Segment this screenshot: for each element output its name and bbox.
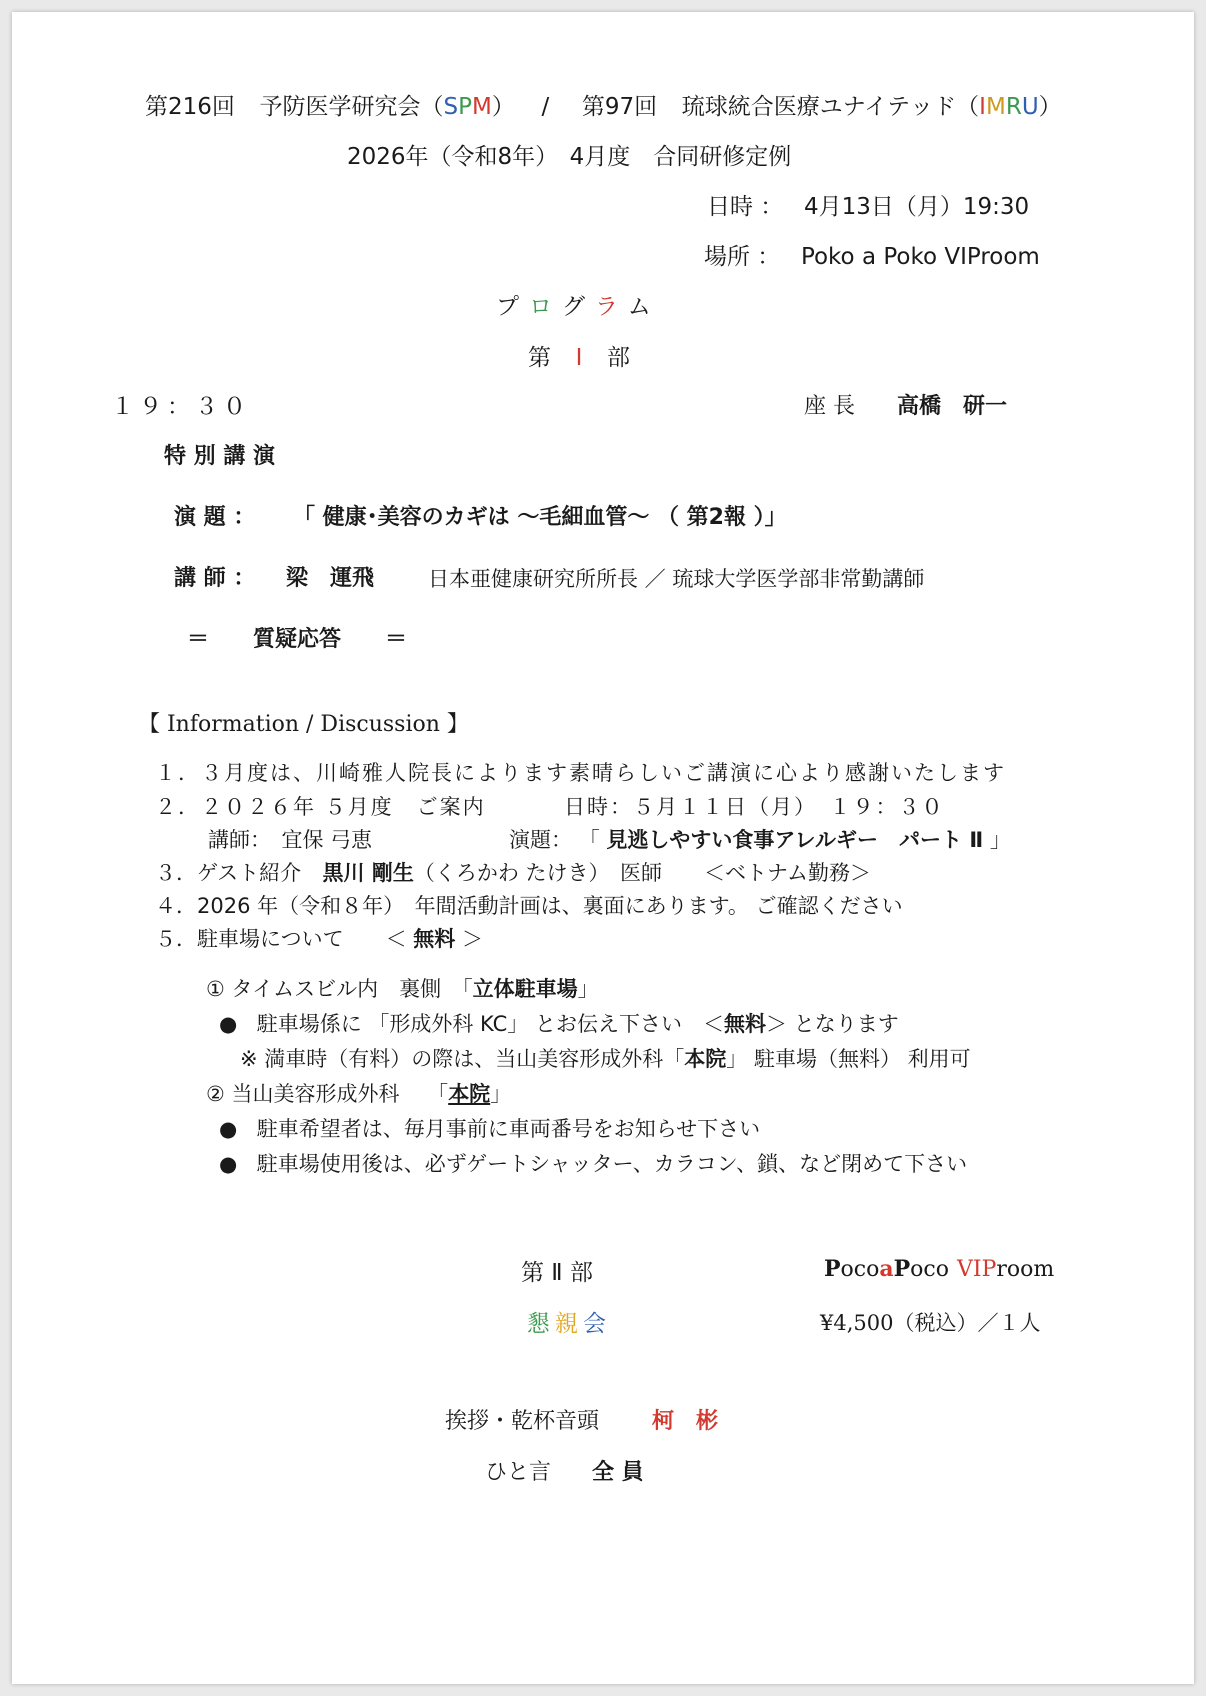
qa-session: ＝ 質疑応答 ＝ xyxy=(187,627,408,652)
datetime-label: 日時 ： xyxy=(707,194,784,220)
info-item-2-topic-title: 見逃しやすい食事アレルギー パート Ⅱ xyxy=(606,828,984,852)
imru-letter-i: I xyxy=(979,94,986,120)
info-item-1: １．３月度は、川崎雅人院長によります素晴らしいご講演に心より感謝いたします xyxy=(155,761,1006,785)
spm-letter-m: M xyxy=(472,94,492,120)
parking-1-bullet-1-post: ＞ となります xyxy=(766,1012,899,1036)
imru-letter-r: R xyxy=(1005,94,1022,120)
imru-letter-u: U xyxy=(1021,94,1039,120)
parking-2 xyxy=(206,1078,511,1108)
spm-letter-p: P xyxy=(458,94,473,120)
party-char-2: 親 xyxy=(555,1311,583,1337)
part-1-post: 部 xyxy=(607,345,631,371)
spm-letter-s: S xyxy=(443,94,459,120)
venue-oco-1: oco xyxy=(840,1257,880,1282)
parking-1-place: 立体駐車場 xyxy=(472,977,578,1001)
party-char-3: 会 xyxy=(583,1311,611,1337)
spm-name: 予防医学研究会（ xyxy=(259,94,444,120)
parking-free: 無料 xyxy=(413,927,456,951)
info-item-2-topic-open: 「 xyxy=(578,828,600,852)
info-item-2-topic-close: 」 xyxy=(989,828,1011,852)
bullet-icon: ● xyxy=(219,1117,238,1141)
info-item-3-label: ３．ゲスト紹介 xyxy=(155,861,302,885)
bullet-icon: ● xyxy=(219,1012,238,1036)
venue-a: a xyxy=(879,1256,894,1282)
meeting-datetime xyxy=(707,188,1029,221)
program-char-3: グ xyxy=(562,294,595,320)
part-1-title xyxy=(528,339,630,372)
imru-count: 第97回 xyxy=(581,94,658,120)
parking-1-text: ① タイムスビル内 裏側 「 xyxy=(206,977,473,1001)
part-2-venue xyxy=(824,1256,1054,1282)
header-slash: / xyxy=(541,94,550,120)
parking-2-close: 」 xyxy=(490,1082,512,1106)
info-heading: 【 Information / Discussion 】 xyxy=(138,712,469,737)
info-item-2: ２．２０２６年 ５月度 ご案内 xyxy=(155,795,486,819)
parking-2-text: ② 当山美容形成外科 「 xyxy=(206,1082,449,1106)
header-line-2: 2026年（令和8年） 4月度 合同研修定例 xyxy=(347,144,792,170)
imru-name: 琉球統合医療ユナイテッド（ xyxy=(681,94,980,120)
info-item-2-topic-label: 演題： xyxy=(509,828,572,852)
parking-1-bullet-1 xyxy=(219,1008,899,1038)
part-1-num: I xyxy=(575,345,583,371)
speaker-affiliation: 日本亜健康研究所所長 ／ 琉球大学医学部非常勤講師 xyxy=(428,567,925,591)
chair-label: 座 長 xyxy=(804,394,855,419)
parking-1-note xyxy=(240,1043,971,1073)
parking-1-note-main: 本院 xyxy=(684,1047,727,1071)
parking-close: ＞ xyxy=(461,927,483,951)
spm-close: ） xyxy=(491,94,515,120)
program-char-1: プ xyxy=(496,294,529,320)
parking-2-bullet-2 xyxy=(219,1148,967,1178)
speech-name: 全 員 xyxy=(592,1460,644,1485)
datetime-value: 4月13日（月）19:30 xyxy=(803,194,1030,220)
bullet-icon: ● xyxy=(219,1152,238,1176)
venue-room: room xyxy=(996,1257,1055,1282)
topic-label: 演 題 ： xyxy=(174,505,256,530)
party-fee: ¥4,500（税込）／１人 xyxy=(820,1311,1041,1335)
parking-2-place: 本院 xyxy=(448,1082,491,1106)
info-item-4: ４．2026 年（令和８年） 年間活動計画は、裏面にあります。 ご確認ください xyxy=(155,894,903,918)
part-1-pre: 第 xyxy=(528,345,551,371)
speaker-label: 講 師 ： xyxy=(174,566,256,591)
venue-vip: VIP xyxy=(956,1257,997,1282)
guest-name: 黒川 剛生 xyxy=(322,861,414,885)
imru-letter-m: M xyxy=(985,94,1006,120)
flyer-page xyxy=(12,12,1194,1684)
parking-label: ５．駐車場について ＜ xyxy=(155,927,407,951)
program-char-4: ラ xyxy=(595,294,628,320)
toast-label: 挨拶・乾杯音頭 xyxy=(445,1409,600,1434)
parking-2-bullet-2-text: 駐車場使用後は、必ずゲートシャッター、カラコン、鎖、など閉めて下さい xyxy=(256,1152,968,1176)
venue-p-2: P xyxy=(893,1256,911,1282)
guest-detail: （くろかわ たけき） 医師 ＜ベトナム勤務＞ xyxy=(413,861,871,885)
spm-count: 第216回 xyxy=(145,94,235,120)
info-item-2-topic xyxy=(509,824,1011,854)
chair xyxy=(804,389,1007,420)
parking-1-note-post: 」 駐車場（無料） 利用可 xyxy=(726,1047,971,1071)
toast-name: 柯 彬 xyxy=(652,1409,719,1434)
imru-close: ） xyxy=(1038,94,1062,120)
info-item-2-datetime: 日時：５月１１日（月） １９：３０ xyxy=(564,795,945,819)
place-label: 場所 ： xyxy=(704,244,781,270)
info-item-5 xyxy=(155,923,483,953)
parking-1-note-text: ※ 満車時（有料）の際は、当山美容形成外科「 xyxy=(240,1047,685,1071)
party-char-1: 懇 xyxy=(527,1311,555,1337)
program-char-2: ロ xyxy=(529,294,562,320)
meeting-place xyxy=(704,238,1040,271)
venue-p-1: P xyxy=(824,1256,841,1282)
parking-2-bullet-1 xyxy=(219,1113,760,1143)
program-char-5: ム xyxy=(627,294,661,320)
parking-1-close: 」 xyxy=(577,977,599,1001)
parking-1-bullet-1-free: 無料 xyxy=(724,1012,767,1036)
program-title xyxy=(496,288,661,321)
parking-1 xyxy=(206,973,599,1003)
info-item-2-lecturer: 講師： 宜保 弓恵 xyxy=(208,828,373,852)
session-time: １９：３０ xyxy=(111,394,251,420)
header-line-1 xyxy=(145,88,1062,121)
special-lecture-label: 特 別 講 演 xyxy=(164,444,275,469)
parking-2-bullet-1-text: 駐車希望者は、毎月事前に車両番号をお知らせ下さい xyxy=(256,1117,761,1141)
speaker-name: 梁 運飛 xyxy=(286,566,375,591)
place-value: Poko a Poko VIProom xyxy=(800,244,1040,270)
part-2-title: 第 Ⅱ 部 xyxy=(521,1260,593,1286)
chair-name: 高橋 研一 xyxy=(897,394,1008,419)
venue-oco-2: oco xyxy=(910,1257,949,1282)
topic-value: 「 健康･美容のカギは ～毛細血管～ （ 第2報 ）」 xyxy=(293,505,787,530)
speech-label: ひと言 xyxy=(485,1460,552,1485)
party-title xyxy=(527,1305,611,1338)
parking-1-bullet-1-text: 駐車場係に 「形成外科 KC」 とお伝え下さい ＜ xyxy=(256,1012,725,1036)
info-item-3 xyxy=(155,857,871,887)
